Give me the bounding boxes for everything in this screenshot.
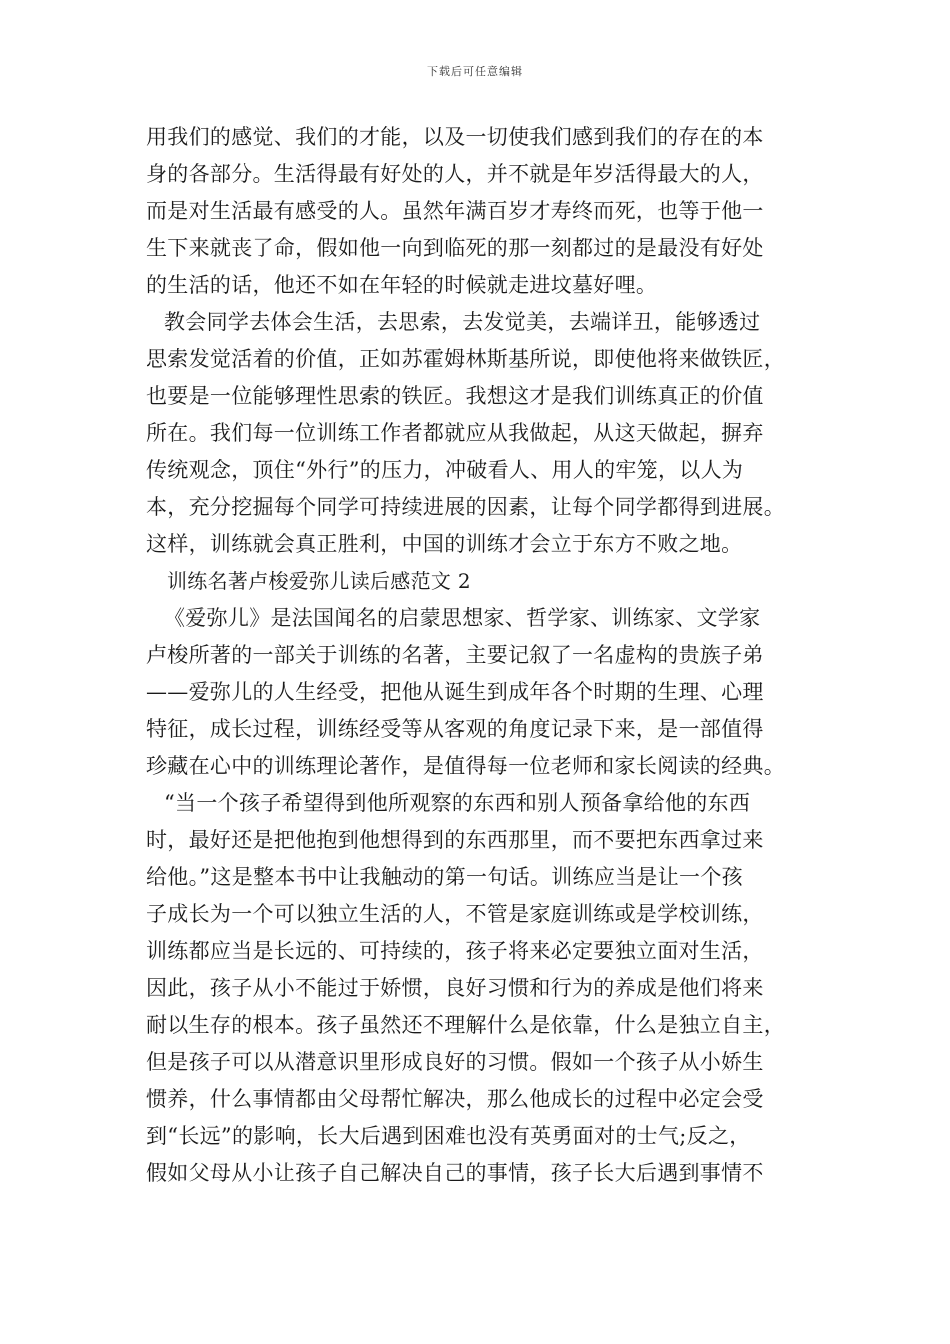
- paragraph-4: [146, 785, 826, 1192]
- paragraph-3: [146, 600, 826, 785]
- text-line: 珍藏在心中的训练理论著作，是值得每一位老师和家长阅读的经典。: [146, 754, 785, 778]
- text-line: 因此，孩子从小不能过于娇惯，良好习惯和行为的养成是他们将来: [146, 976, 764, 1000]
- document-body: [146, 119, 826, 1192]
- text-line: 生下来就丧了命，假如他一向到临死的那一刻都过的是最没有好处: [146, 236, 764, 260]
- text-line: 耐以生存的根本。孩子虽然还不理解什么是依靠，什么是独立自主，: [146, 1013, 785, 1037]
- text-line: 惯养，什么事情都由父母帮忙解决，那么他成长的过程中必定会受: [146, 1087, 764, 1111]
- text-line: 所在。我们每一位训练工作者都就应从我做起，从这天做起，摒弃: [146, 421, 764, 445]
- paragraph-1: [146, 119, 826, 304]
- text-line: ——爱弥儿的人生经受，把他从诞生到成年各个时期的生理、心理: [146, 680, 764, 704]
- text-line: 传统观念，顶住“外行”的压力，冲破看人、用人的牢笼，以人为: [146, 458, 744, 482]
- text-line: 假如父母从小让孩子自己解决自己的事情，孩子长大后遇到事情不: [146, 1161, 764, 1185]
- text-line: 用我们的感觉、我们的才能，以及一切使我们感到我们的存在的本: [146, 125, 764, 149]
- text-line: “当一个孩子希望得到他所观察的东西和别人预备拿给他的东西: [164, 791, 751, 815]
- text-line: 这样，训练就会真正胜利，中国的训练才会立于东方不败之地。: [146, 532, 743, 556]
- text-line: 思索发觉活着的价值，正如苏霍姆林斯基所说，即使他将来做铁匠，: [146, 347, 785, 371]
- heading-text: 训练名著卢梭爱弥儿读后感范文 2: [167, 569, 471, 593]
- text-line: 特征，成长过程，训练经受等从客观的角度记录下来，是一部值得: [146, 717, 764, 741]
- text-line: 卢梭所著的一部关于训练的名著，主要记叙了一名虚构的贵族子弟: [146, 643, 764, 667]
- paragraph-2: [146, 304, 826, 563]
- text-line: 给他。”这是整本书中让我触动的第一句话。训练应当是让一个孩: [146, 865, 743, 889]
- page-header: 下载后可任意编辑: [427, 65, 523, 78]
- text-line: 但是孩子可以从潜意识里形成良好的习惯。假如一个孩子从小娇生: [146, 1050, 764, 1074]
- text-line: 也要是一位能够理性思索的铁匠。我想这才是我们训练真正的价值: [146, 384, 764, 408]
- text-line: 《爱弥儿》是法国闻名的启蒙思想家、哲学家、训练家、文学家: [164, 606, 761, 630]
- text-line: 到“长远”的影响，长大后遇到困难也没有英勇面对的士气;反之，: [146, 1124, 751, 1148]
- text-line: 而是对生活最有感受的人。虽然年满百岁才寿终而死，也等于他一: [146, 199, 764, 223]
- text-line: 教会同学去体会生活，去思索，去发觉美，去端详丑，能够透过: [164, 310, 761, 334]
- section-heading: [146, 563, 826, 600]
- text-line: 子成长为一个可以独立生活的人，不管是家庭训练或是学校训练，: [146, 902, 764, 926]
- text-line: 时，最好还是把他抱到他想得到的东西那里，而不要把东西拿过来: [146, 828, 764, 852]
- text-line: 本，充分挖掘每个同学可持续进展的因素，让每个同学都得到进展。: [146, 495, 785, 519]
- text-line: 的生活的话，他还不如在年轻的时候就走进坟墓好哩。: [146, 273, 658, 297]
- text-line: 身的各部分。生活得最有好处的人，并不就是年岁活得最大的人，: [146, 162, 764, 186]
- text-line: 训练都应当是长远的、可持续的，孩子将来必定要独立面对生活，: [146, 939, 764, 963]
